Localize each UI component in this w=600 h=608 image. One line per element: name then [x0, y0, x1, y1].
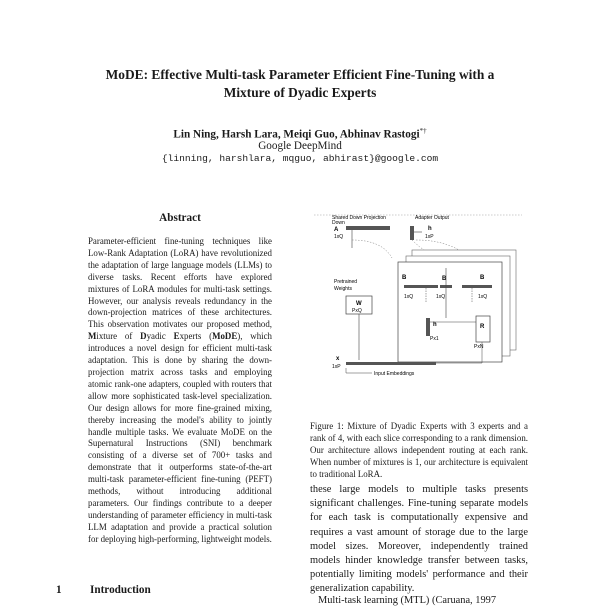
label-x-dim: 1xP — [332, 364, 341, 370]
label-A-dim: 1xQ — [334, 234, 344, 240]
title-line-1: MoDE: Effective Multi-task Parameter Efficient Fine-Tuning with a — [105, 67, 495, 82]
label-input: Input Embeddings — [374, 371, 415, 377]
abstract-m: M — [88, 331, 97, 342]
abstract-e-rest: xperts — [179, 331, 202, 342]
section-title: Introduction — [90, 584, 151, 596]
h-output-bar — [410, 226, 414, 240]
x-input-bar — [346, 362, 436, 365]
abstract-m-rest: ixture of — [96, 331, 133, 342]
mode-architecture-figure — [312, 210, 524, 378]
abstract-text-2: , which introduces a novel design for efficient multi-task adaptation. This is done by sharing the down-projection matrix across tasks and employing atomic rank-one adapters, coupled with routers that allow more sophisticated task-level specialization. Our design allows for more fine-grained mixing, thereby increasing the model's ability to jointly handle multiple tasks. We evaluate MoDE on the Supernatural Instructions (SNI) benchmark consisting of a diverse set of 700+ tasks and demonstrate that it outperforms state-of-the-art multi-task parameter-efficient fine-tuning (PEFT) methods, without introducing additional parameters. Our findings contribute to a deeper understanding of parameter efficiency in multi-task LLM adaptation and provide a practical solution for deploying high-performing, lightweight models. — [88, 331, 272, 544]
abstract-d: D — [140, 331, 147, 342]
h-inner-bar — [426, 318, 430, 336]
abstract-body — [88, 236, 272, 546]
label-W-dim: PxQ — [352, 308, 362, 314]
figure-caption: Figure 1: Mixture of Dyadic Experts with 3 experts and a rank of 4, with each slice corresponding to a rank dimension. Our architecture allows independent routing at each rank. When number of mixtures is 1, our architecture is equivalent to traditional LoRA. — [310, 421, 528, 479]
label-R: R — [480, 324, 485, 330]
label-B2-dim: 1xQ — [436, 294, 446, 300]
abstract-paren-close: ) — [237, 331, 241, 342]
paper-title — [40, 66, 560, 102]
abstract-paragraph — [88, 236, 272, 546]
label-A: A — [334, 227, 339, 233]
intro-paragraph: these large models to multiple tasks presents significant challenges. Fine-tuning separate models for each task is computationally expensive and requires a vast amount of storage due to the large model sizes. Moreover, independently trained models hinder knowledge transfer between tasks, potentially limiting models' performance and their generalization capability. — [310, 484, 528, 595]
authors-text: Lin Ning, Harsh Lara, Meiqi Guo, Abhinav Rastogi — [173, 128, 420, 141]
label-B3-dim: 1xQ — [478, 294, 488, 300]
abstract-e: E — [173, 331, 180, 342]
abstract-acronym: MoDE — [212, 331, 238, 342]
next-paragraph-start: Multi-task learning (MTL) (Caruana, 1997 — [318, 595, 497, 606]
label-adapter-output: Adapter Output — [415, 215, 449, 221]
author-emails: {linning, harshlara, mqguo, abhirast}@google.com — [161, 153, 439, 164]
label-weights: Weights — [334, 286, 352, 292]
expert-card-front — [398, 262, 502, 362]
section-number: 1 — [56, 584, 62, 596]
affiliation: Google DeepMind — [258, 140, 342, 152]
label-shared-down: Shared Down Projection — [332, 215, 386, 221]
label-B2: B — [442, 276, 447, 282]
label-B1: B — [402, 275, 407, 281]
label-W: W — [356, 301, 362, 307]
B-bar-right — [462, 285, 492, 288]
label-pretrained: Pretrained — [334, 279, 358, 285]
label-x: x — [336, 356, 340, 362]
abstract-text-1: Parameter-efficient fine-tuning techniques like Low-Rank Adaptation (LoRA) have revolutionized the adaptation of large language models (LLMs) to diverse tasks. Recent efforts have explored mixtures of LoRA modules for multi-task settings. However, our analysis reveals redundancy in the down-projection matrices of these architectures. This observation motivates our proposed method, — [88, 236, 272, 330]
title-line-2: Mixture of Dyadic Experts — [223, 85, 377, 100]
label-h-inner-dim: Px1 — [430, 336, 439, 342]
abstract-heading: Abstract — [159, 212, 201, 224]
A-bar — [346, 226, 390, 230]
routing-path-1 — [352, 240, 392, 258]
label-h-inner: h — [433, 322, 437, 328]
B-bar-left — [404, 285, 438, 288]
label-B3: B — [480, 275, 485, 281]
abstract-paren-open: ( — [209, 331, 213, 342]
label-R-dim: PxN — [474, 344, 484, 350]
label-h: h — [428, 226, 432, 232]
label-h-dim: 1xP — [425, 234, 434, 240]
abstract-d-rest: yadic — [146, 331, 166, 342]
label-B1-dim: 1xQ — [404, 294, 414, 300]
author-marks: *† — [419, 127, 427, 135]
label-down: Down — [332, 220, 345, 226]
